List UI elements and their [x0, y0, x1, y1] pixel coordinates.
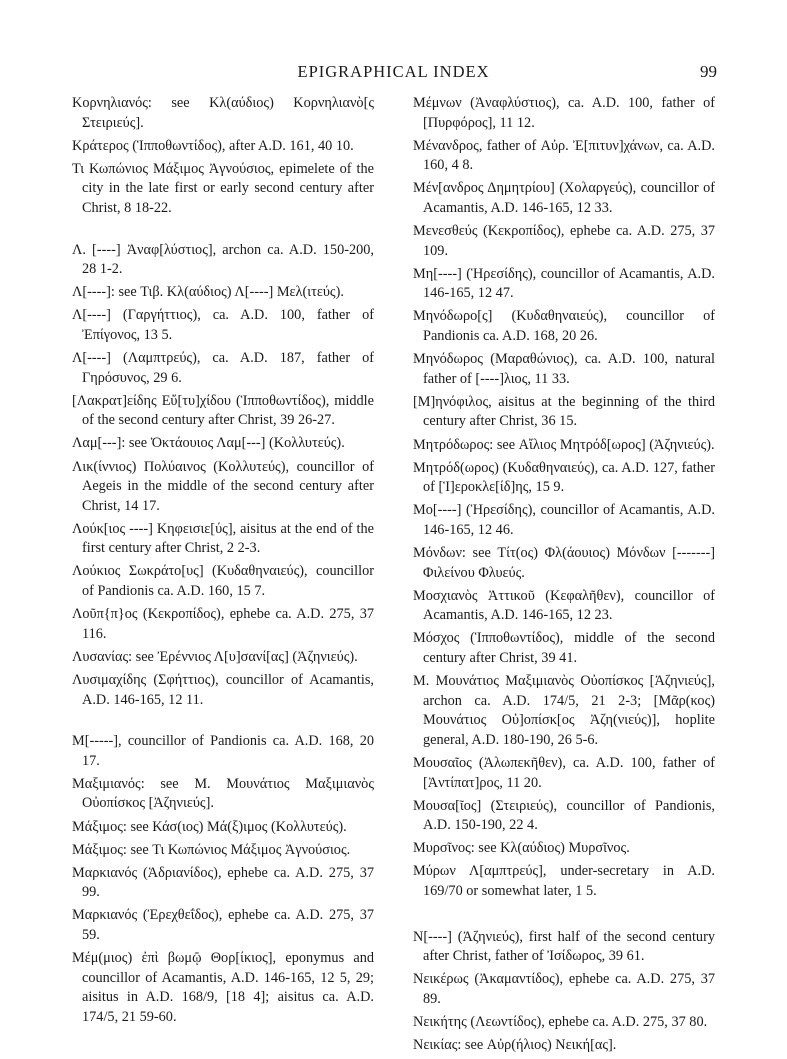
index-entry: Μύρων Λ[αμπτρεύς], under-secretary in A.D. 169/70 or somewhat later, 1 5. — [413, 863, 715, 899]
index-entry: Μο[----] (Ἡρεσίδης), councillor of Acamantis, A.D. 146-165, 12 46. — [413, 502, 715, 538]
index-entry: Λαμ[---]: see Ὀκτάουιος Λαμ[---] (Κολλυτεύς). — [72, 435, 345, 452]
index-entry: Λοῦπ{π}ος (Κεκροπίδος), ephebe ca. A.D. 275, 37 116. — [72, 606, 374, 642]
index-entry: Λ[----] (Λαμπτρεύς), ca. A.D. 187, father of Γηρόσυνος, 29 6. — [72, 350, 374, 386]
index-entry: Μουσαῖος (Ἀλωπεκῆθεν), ca. A.D. 100, father of [Ἀντίπατ]ρος, 11 20. — [413, 754, 715, 791]
index-entry: [Μ]ηνόφιλος, aisitus at the beginning of the third century after Christ, 36 15. — [413, 393, 715, 430]
index-entry: Νεικίας: see Αὐρ(ήλιος) Νεική[ας]. — [413, 1037, 617, 1054]
index-entry: Μέμνων (Ἀναφλύστιος), ca. A.D. 100, father of [Πυρφόρος], 11 12. — [413, 95, 715, 131]
running-title: EPIGRAPHICAL INDEX — [297, 62, 490, 81]
index-entry: Μαρκιανός (Ἁδριανίδος), ephebe ca. A.D. 275, 37 99. — [72, 864, 374, 901]
index-entry: Νεικέρως (Ἀκαμαντίδος), ephebe ca. A.D. 275, 37 89. — [413, 971, 715, 1007]
index-entry: Λυσανίας: see Ἐρέννιος Λ[υ]σανί[ας] (Ἀζηνιεύς). — [72, 648, 358, 665]
index-entry: Μόσχος (Ἱπποθωντίδος), middle of the second century after Christ, 39 41. — [413, 630, 715, 666]
index-entry: Λ[----] (Γαργήττιος), ca. A.D. 100, father of Ἐπίγονος, 13 5. — [72, 307, 374, 343]
index-entry: [Λακρατ]είδης Εὔ[τυ]χίδου (Ἱπποθωντίδος), middle of the second century after Christ, 39 26-27. — [72, 392, 374, 429]
index-entry: Λούκιος Σωκράτο[υς] (Κυδαθηναιεύς), councillor of Pandionis ca. A.D. 160, 15 7. — [72, 563, 374, 600]
index-entry: Λικ(ίννιος) Πολύαινος (Κολλυτεύς), councillor of Aegeis in the middle of the second century after Christ, 14 17. — [72, 458, 374, 514]
index-entry: Μάξιμος: see Κάσ(ιος) Μά(ξ)ιμος (Κολλυτεύς). — [72, 818, 347, 835]
index-entry: Ν[----] (Ἀζηνιεύς), first half of the second century after Christ, father of Ἰσίδωρος, 39 61. — [413, 928, 715, 965]
index-entry: Μενεσθεύς (Κεκροπίδος), ephebe ca. A.D. 275, 37 109. — [413, 223, 715, 259]
index-entry: Νεικήτης (Λεωντίδος), ephebe ca. A.D. 275, 37 80. — [413, 1013, 708, 1030]
index-entry: Κορνηλιανός: see Κλ(αύδιος) Κορνηλιανὸ[ς Στειριεύς]. — [72, 95, 374, 131]
index-entry: Μένανδρος, father of Αὐρ. Ἐ[πιτυν]χάνων, ca. A.D. 160, 4 8. — [413, 137, 715, 174]
index-entry: Μητρόδ(ωρος) (Κυδαθηναιεύς), ca. A.D. 127, father of [Ἱ]εροκλε[ίδ]ης, 15 9. — [413, 459, 715, 496]
index-entry: Λ. [----] Ἀναφ[λύστιος], archon ca. A.D. 150-200, 28 1-2. — [72, 241, 374, 278]
index-entry: Μ[-----], councillor of Pandionis ca. A.D. 168, 20 17. — [72, 733, 374, 769]
index-entry: Μη[----] (Ἡρεσίδης), councillor of Acamantis, A.D. 146-165, 12 47. — [413, 265, 715, 302]
left-column — [72, 94, 374, 1031]
index-entry: Μηνόδωρο[ς] (Κυδαθηναιεύς), councillor of Pandionis ca. A.D. 168, 20 26. — [413, 308, 715, 345]
page-number: 99 — [700, 62, 717, 81]
index-entry: Μυρσῖνος: see Κλ(αύδιος) Μυρσῖνος. — [413, 840, 630, 857]
index-entry: Λυσιμαχίδης (Σφήττιος), councillor of Acamantis, A.D. 146-165, 12 11. — [72, 671, 374, 708]
index-entry: Μηνόδωρος (Μαραθώνιος), ca. A.D. 100, natural father of [----]λιος, 11 33. — [413, 351, 715, 387]
index-entry: Μέν[ανδρος Δημητρίου] (Χολαργεύς), councillor of Acamantis, A.D. 146-165, 12 33. — [413, 180, 715, 216]
index-entry: Μ. Μουνάτιος Μαξιμιανὸς Οὐοπίσκος [Ἀζηνιεύς], archon ca. A.D. 174/5, 21 2-3; [Μᾶρ(κος) Μουνάτιος Οὐ]οπίσκ[ος Ἀζη(νιεύς)], hoplite general, A.D. 180-190, 26 5-6. — [413, 673, 715, 748]
index-entry: Μαρκιανός (Ἐρεχθεΐδος), ephebe ca. A.D. 275, 37 59. — [72, 907, 374, 943]
index-entry: Μουσα[ῖος] (Στειριεύς), councillor of Pandionis, A.D. 150-190, 22 4. — [413, 797, 715, 834]
page-header — [0, 62, 787, 86]
index-entry: Μόνδων: see Τίτ(ος) Φλ(άουιος) Μόνδων [-------] Φιλείνου Φλυεύς. — [413, 544, 715, 581]
index-entry: Μητρόδωρος: see Αἴλιος Μητρόδ[ωρος] (Ἀζηνιεύς). — [413, 436, 715, 453]
index-entry: Μοσχιανὸς Ἀττικοῦ (Κεφαλῆθεν), councillor of Acamantis, A.D. 146-165, 12 23. — [413, 587, 715, 624]
right-column — [413, 94, 715, 1059]
index-entry: Μαξιμιανός: see Μ. Μουνάτιος Μαξιμιανὸς Οὐοπίσκος [Ἀζηνιεύς]. — [72, 775, 374, 812]
index-entry: Μέμ(μιος) ἐπὶ βωμῷ Θορ[ίκιος], eponymus and councillor of Acamantis, A.D. 146-165, 12 5, 29; aisitus in A.D. 168/9, [18 4]; aisitus ca. A.D. 174/5, 21 59-60. — [72, 950, 374, 1025]
index-entry: Λ[----]: see Τιβ. Κλ(αύδιος) Λ[----] Μελ(ιτεύς). — [72, 284, 344, 301]
index-entry: Λούκ[ιος ----] Κηφεισιε[ύς], aisitus at the end of the first century after Christ, 2 2-3. — [72, 520, 374, 557]
index-entry: Τι Κωπώνιος Μάξιμος Ἀγνούσιος, epimelete of the city in the late first or early second century after Christ, 8 18-22. — [72, 160, 374, 216]
index-entry: Μάξιμος: see Τι Κωπώνιος Μάξιμος Ἀγνούσιος. — [72, 841, 351, 858]
index-entry: Κράτερος (Ἱπποθωντίδος), after A.D. 161, 40 10. — [72, 137, 354, 154]
